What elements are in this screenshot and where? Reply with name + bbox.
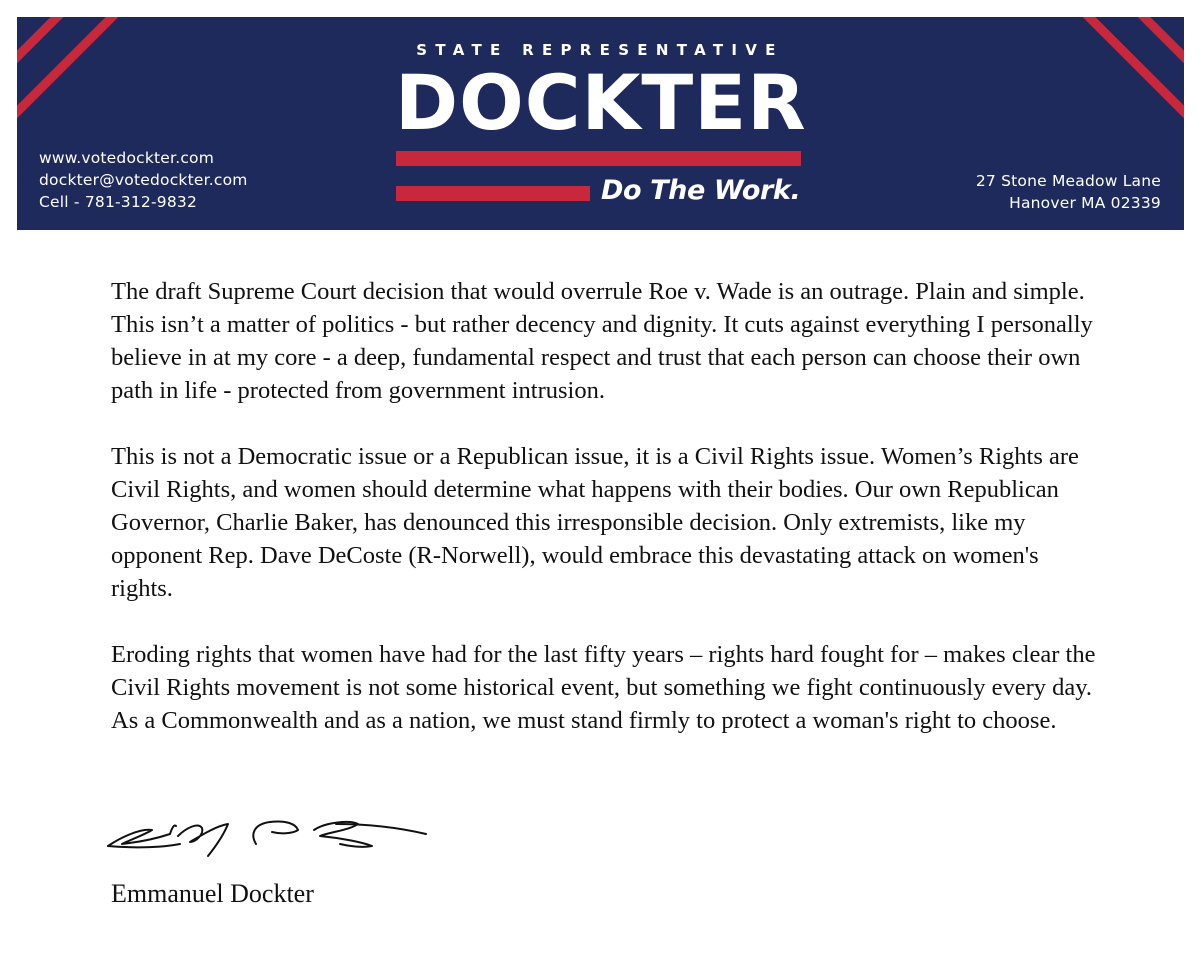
address-city: Hanover MA 02339 xyxy=(1009,194,1161,212)
accent-bar-bottom xyxy=(396,186,590,201)
office-title: STATE REPRESENTATIVE xyxy=(416,41,784,59)
letterhead-banner xyxy=(17,17,1184,230)
letter-paragraph-1: The draft Supreme Court decision that would overrule Roe v. Wade is an outrage. Plain and simple. This isn’t a matter of politics - but rather decency and dignity. It cuts against everything I personally believe in at my core - a deep, fundamental respect and trust that each person can choose their own path in life - protected from government intrusion. xyxy=(111,278,1093,404)
address-street: 27 Stone Meadow Lane xyxy=(975,172,1161,190)
email-link[interactable]: dockter@votedockter.com xyxy=(39,171,248,189)
signer-name: Emmanuel Dockter xyxy=(111,879,314,908)
letter-paragraph-3: Eroding rights that women have had for the last fifty years – rights hard fought for – makes clear the Civil Rights movement is not some historical event, but something we fight continuously every day. As a Commonwealth and as a nation, we must stand firmly to protect a woman's right to choose. xyxy=(111,641,1096,734)
website-link[interactable]: www.votedockter.com xyxy=(39,149,215,167)
accent-bar-top xyxy=(396,151,801,166)
phone-number: Cell - 781-312-9832 xyxy=(39,193,198,211)
letter-paragraph-2: This is not a Democratic issue or a Republican issue, it is a Civil Rights issue. Women’s Rights are Civil Rights, and women should determine what happens with their bodies. Our own Republican Governor, Charlie Baker, has denounced this irresponsible decision. Only extremists, like my opponent Rep. Dave DeCoste (R-Norwell), would embrace this devastating attack on women's rights. xyxy=(111,443,1079,602)
mailing-address xyxy=(976,170,1161,214)
candidate-name: DOCKTER xyxy=(395,58,807,147)
letter-body xyxy=(111,275,1101,770)
contact-info xyxy=(39,147,248,213)
campaign-slogan: Do The Work. xyxy=(601,175,801,206)
handwritten-signature xyxy=(100,808,440,868)
